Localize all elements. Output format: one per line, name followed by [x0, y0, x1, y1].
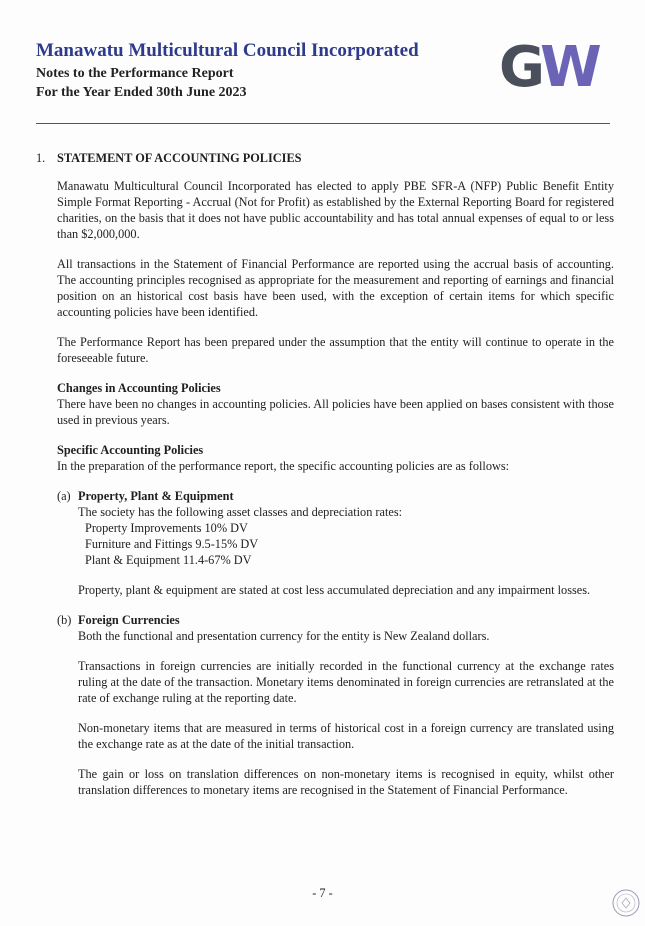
specific-heading: Specific Accounting Policies — [57, 443, 204, 457]
policy-paragraph: Manawatu Multicultural Council Incorporated has elected to apply PBE SFR-A (NFP) Public Benefit Entity Simple Format Reporting - Accrual (Not for Profit) as established by the External Reporting Board for registered charities, on the basis that it does not have public accountability and has total annual expenses of equal to or less than $2,000,000. — [57, 179, 614, 241]
item-title: Property, Plant & Equipment — [78, 489, 234, 503]
page-number: - 7 - — [312, 886, 333, 900]
auditor-stamp — [611, 888, 641, 923]
policy-paragraph: The Performance Report has been prepared under the assumption that the entity will continue to operate in the foreseeable future. — [57, 335, 614, 365]
report-subtitle: Notes to the Performance Report — [36, 66, 234, 81]
item-text: Transactions in foreign currencies are initially recorded in the functional currency at the exchange rates ruling at the date of the transaction. Monetary items denominated in foreign currencies are retranslated at the rate of exchange ruling at the reporting date. — [78, 659, 614, 705]
item-title: Foreign Currencies — [78, 613, 180, 627]
item-letter: (b) — [57, 613, 72, 627]
section-number: 1. — [36, 151, 46, 165]
specific-text: In the preparation of the performance report, the specific accounting policies are as follows: — [57, 459, 510, 473]
section-heading — [36, 150, 614, 166]
section-body — [57, 178, 614, 798]
item-text: The gain or loss on translation differences on non-monetary items is recognised in equity, whilst other translation differences to monetary items are recognised in the Statement of Financial Performance. — [78, 767, 614, 797]
item-intro: The society has the following asset classes and depreciation rates: — [78, 505, 403, 519]
policy-item-a — [57, 488, 614, 598]
changes-heading: Changes in Accounting Policies — [57, 381, 221, 395]
organization-name: Manawatu Multicultural Council Incorporated — [36, 40, 419, 61]
item-letter: (a) — [57, 489, 71, 503]
policy-paragraph: All transactions in the Statement of Financial Performance are reported using the accrual basis of accounting. The accounting principles recognised as appropriate for the measurement and reporting of earnings and financial position on an historical cost basis have been used, with the exception of certain items for which specific accounting policies have been identified. — [57, 257, 614, 319]
notes-content — [36, 150, 614, 812]
item-text: Non-monetary items that are measured in terms of historical cost in a foreign currency are translated using the exchange rate as at the date of the initial transaction. — [78, 721, 614, 751]
policy-item-b — [57, 612, 614, 798]
changes-text: There have been no changes in accounting policies. All policies have been applied on bases consistent with those used in previous years. — [57, 397, 614, 427]
item-text: Both the functional and presentation currency for the entity is New Zealand dollars. — [78, 629, 490, 643]
item-text: Property, plant & equipment are stated at cost less accumulated depreciation and any impairment losses. — [78, 583, 591, 597]
gw-logo — [499, 38, 603, 95]
svg-text:GW: GW — [499, 38, 597, 90]
section-title: STATEMENT OF ACCOUNTING POLICIES — [57, 151, 302, 165]
header-divider — [36, 123, 610, 124]
rate-line: Furniture and Fittings 9.5-15% DV — [85, 537, 259, 551]
rate-line: Property Improvements 10% DV — [85, 521, 248, 535]
rate-line: Plant & Equipment 11.4-67% DV — [85, 553, 252, 567]
report-period: For the Year Ended 30th June 2023 — [36, 85, 247, 100]
